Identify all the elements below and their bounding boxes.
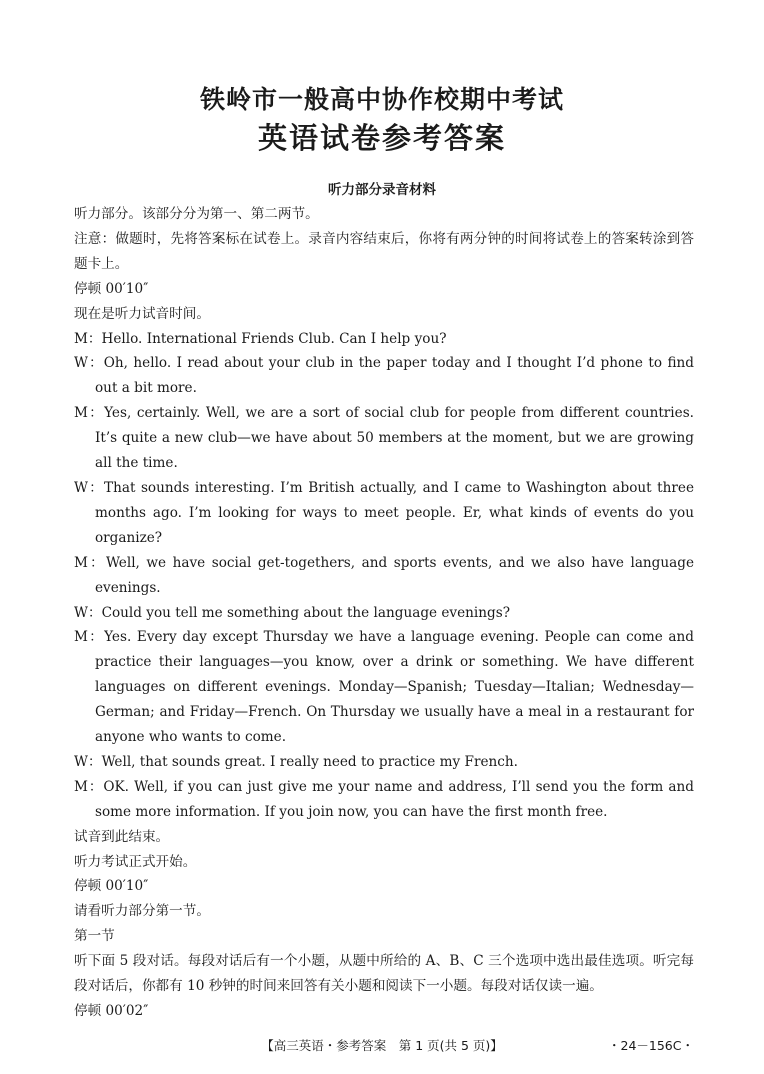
paragraph-intro: 听力部分。该部分分为第一、第二两节。 [74,206,319,222]
dialogue-line: M：Yes, certainly. Well, we are a sort of social club for people from different countries. It’s quite a new club—we have about 50 members at the moment, but we are growing all the time. [74,405,694,472]
dialogue-line: M：Well, we have social get-togethers, and sports events, and we also have language evenings. [74,554,694,596]
pause-marker: 停顿 00′10″ [74,878,149,895]
document-title: 铁岭市一般高中协作校期中考试 [199,85,564,114]
dialogue-line: M：Hello. International Friends Club. Can I help you? [74,330,447,347]
footer-code: ・24－156C・ [608,1038,694,1053]
section-heading: 听力部分录音材料 [328,182,436,198]
dialogue-line: M：Yes. Every day except Thursday we have a language evening. People can come and practice their languages—you know, over a drink or something. We have different languages on different evenings. Monday—Spanish; Tuesday—Italian; Wednesday—German; and Friday—French. On Thursday we usually have a meal in a restaurant for anyone who wants to come. [74,629,694,746]
transcript-body [74,202,694,1024]
document-subtitle: 英语试卷参考答案 [257,121,506,155]
section-one-heading: 第一节 [74,928,115,945]
footer-page-info: 【高三英语・参考答案 第 1 页(共 5 页)】 [261,1038,503,1053]
dialogue-line: W：That sounds interesting. I’m British actually, and I came to Washington about three months ago. I’m looking for ways to meet people. Er, what kinds of events do you organize? [74,479,694,546]
paragraph-instructions: 听下面 5 段对话。每段对话后有一个小题，从题中所给的 A、B、C 三个选项中选出最佳选项。听完每段对话后，你都有 10 秒钟的时间来回答有关小题和阅读下一小题。每段对话仅读一遍。 [74,953,694,995]
dialogue-line: W：Well, that sounds great. I really need to practice my French. [74,753,518,770]
paragraph-exam-start: 听力考试正式开始。 [74,853,197,870]
pause-marker: 停顿 00′10″ [74,280,149,297]
paragraph-note: 注意：做题时，先将答案标在试卷上。录音内容结束后，你将有两分钟的时间将试卷上的答案转涂到答题卡上。 [74,230,694,272]
dialogue-line: M：OK. Well, if you can just give me your name and address, I’ll send you the form and some more information. If you join now, you can have the first month free. [74,778,694,820]
paragraph-section-one: 请看听力部分第一节。 [74,903,210,920]
dialogue-line: W：Oh, hello. I read about your club in the paper today and I thought I’d phone to find out a bit more. [74,355,694,397]
dialogue-line: W：Could you tell me something about the language evenings? [74,604,510,621]
pause-marker: 停顿 00′02″ [74,1003,149,1019]
paragraph-trial-end: 试音到此结束。 [74,828,170,845]
paragraph-trial: 现在是听力试音时间。 [74,305,210,322]
